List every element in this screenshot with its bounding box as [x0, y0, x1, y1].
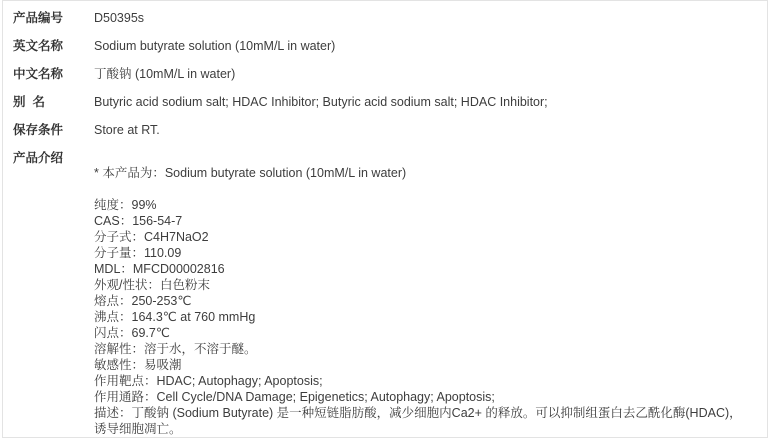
intro-line: MDL：MFCD00002816	[94, 262, 225, 276]
info-row	[3, 38, 767, 54]
info-row-intro	[3, 150, 767, 437]
product-intro	[94, 150, 767, 437]
intro-line: 闪点：69.7℃	[94, 326, 170, 340]
info-row	[3, 10, 767, 26]
product-info-panel	[2, 0, 768, 438]
intro-line: 敏感性：易吸潮	[94, 358, 182, 372]
info-row	[3, 66, 767, 82]
field-value: 丁酸钠 (10mM/L in water)	[94, 67, 236, 81]
info-rows	[3, 10, 767, 138]
intro-line: 分子式：C4H7NaO2	[94, 230, 209, 244]
field-value: Butyric acid sodium salt; HDAC Inhibitor; Butyric acid sodium salt; HDAC Inhibitor;	[94, 95, 548, 109]
intro-headline: * 本产品为：Sodium butyrate solution (10mM/L in water)	[94, 166, 407, 180]
info-row	[3, 122, 767, 138]
intro-line: 作用通路：Cell Cycle/DNA Damage; Epigenetics; Autophagy; Apoptosis;	[94, 390, 495, 404]
info-row	[3, 94, 767, 110]
intro-line: 沸点：164.3℃ at 760 mmHg	[94, 310, 256, 324]
field-label: 产品编号	[13, 11, 64, 25]
field-label: 产品介绍	[13, 151, 64, 165]
intro-line: CAS：156-54-7	[94, 214, 183, 228]
field-value: Sodium butyrate solution (10mM/L in water)	[94, 39, 336, 53]
intro-line: 外观/性状：白色粉末	[94, 278, 210, 292]
field-value: D50395s	[94, 11, 145, 25]
field-label: 保存条件	[13, 123, 64, 137]
intro-line: 作用靶点：HDAC; Autophagy; Apoptosis;	[94, 374, 323, 388]
intro-line: 纯度：99%	[94, 198, 157, 212]
intro-line: 分子量：110.09	[94, 246, 182, 260]
field-label: 别 名	[13, 95, 45, 109]
field-label: 英文名称	[13, 39, 64, 53]
field-value: Store at RT.	[94, 123, 160, 137]
intro-line: 溶解性：溶于水，不溶于醚。	[94, 342, 257, 356]
field-label: 中文名称	[13, 67, 64, 81]
intro-lines	[94, 197, 753, 437]
intro-line: 描述：丁酸钠 (Sodium Butyrate) 是一种短链脂肪酸，减少细胞内Ca2+ 的释放。可以抑制组蛋白去乙酰化酶(HDAC)，诱导细胞凋亡。	[94, 406, 742, 436]
intro-line: 熔点：250-253℃	[94, 294, 192, 308]
